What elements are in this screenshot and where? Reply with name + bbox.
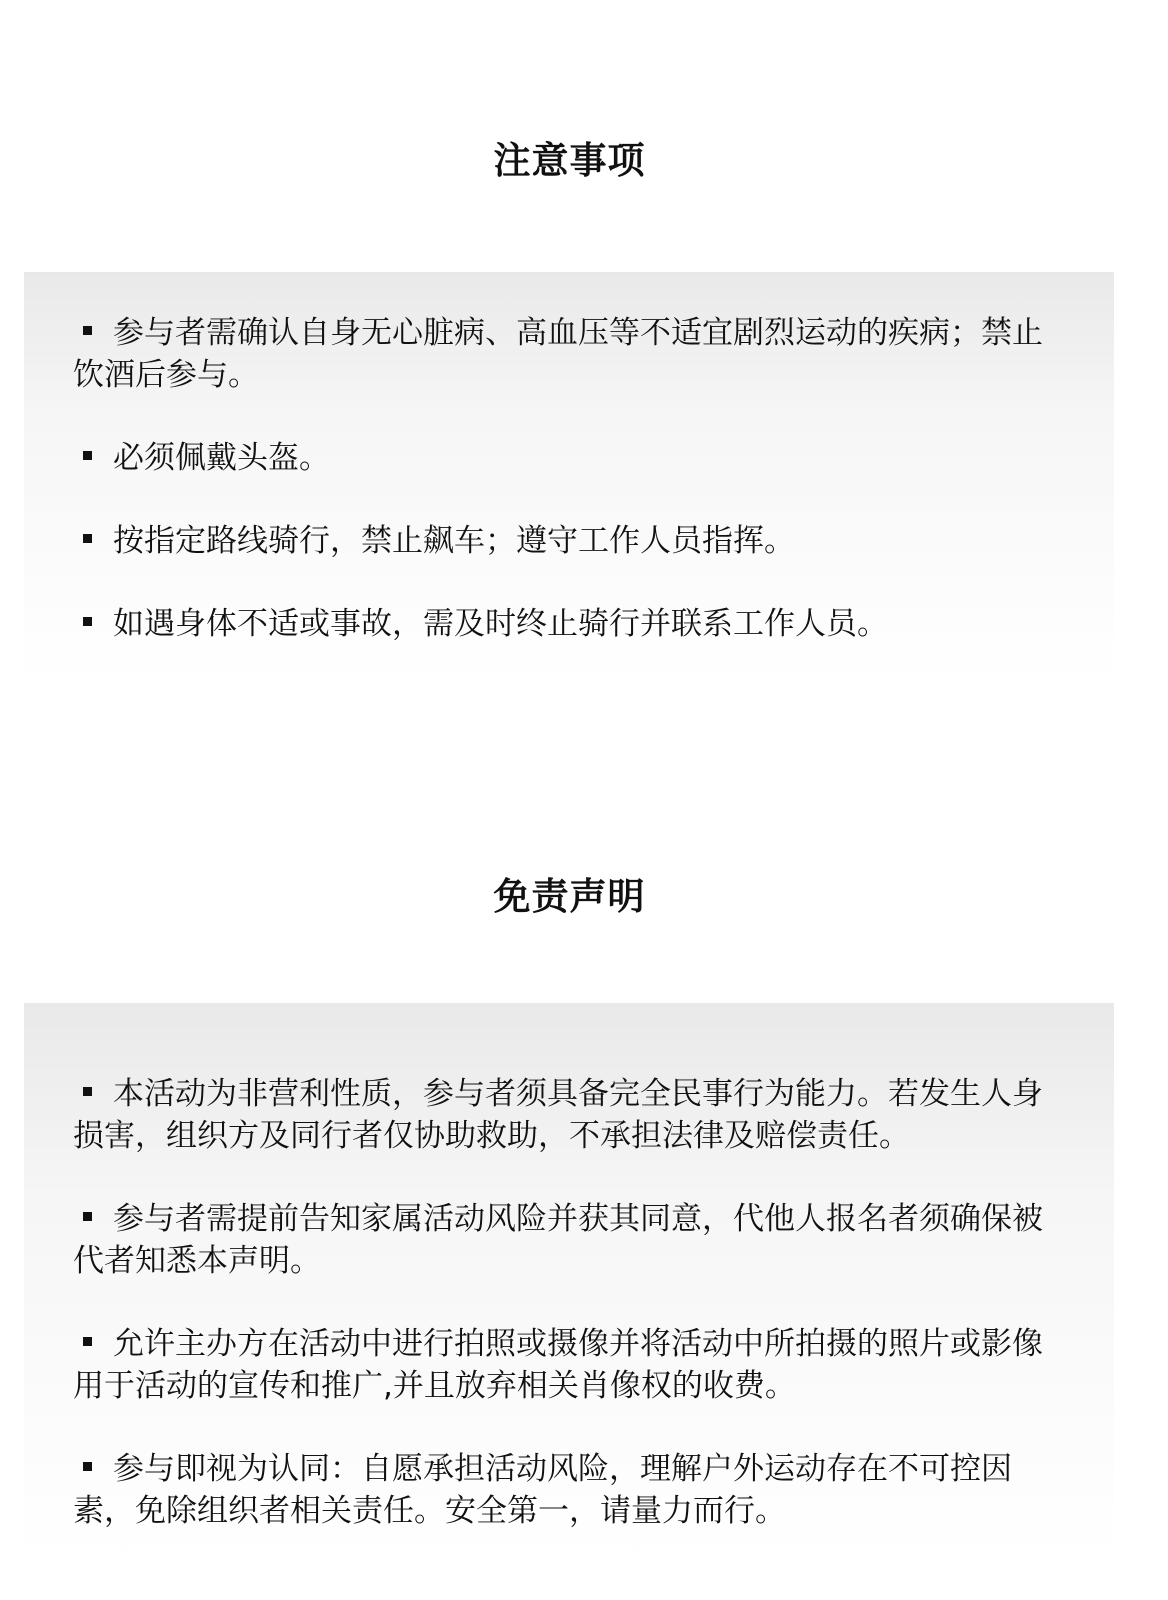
notice-item [73,603,1066,645]
disclaimer-item-text: 本活动为非营利性质，参与者须具备完全民事行为能力。若发生人身损害，组织方及同行者仅协助救助，不承担法律及赔偿责任。 [73,1076,1043,1154]
square-bullet-icon [83,1212,92,1221]
notice-item [73,520,1066,562]
notice-item-text: 按指定路线骑行，禁止飙车；遵守工作人员指挥。 [113,523,795,559]
square-bullet-icon [83,617,92,626]
disclaimer-item [73,1198,1066,1282]
notice-item-text: 必须佩戴头盔。 [113,440,330,476]
disclaimer-item-text: 参与者需提前告知家属活动风险并获其同意，代他人报名者须确保被代者知悉本声明。 [73,1201,1043,1279]
square-bullet-icon [83,1337,92,1346]
square-bullet-icon [83,1087,92,1096]
square-bullet-icon [83,326,92,335]
notice-title: 注意事项 [493,139,646,182]
notice-item [73,312,1066,396]
notice-item-text: 如遇身体不适或事故，需及时终止骑行并联系工作人员。 [113,606,888,642]
notice-panel [24,272,1114,682]
square-bullet-icon [83,534,92,543]
disclaimer-item [73,1448,1066,1532]
disclaimer-title: 免责声明 [493,875,646,918]
disclaimer-item [73,1073,1066,1157]
notice-list [24,312,1114,645]
disclaimer-item-text: 允许主办方在活动中进行拍照或摄像并将活动中所拍摄的照片或影像用于活动的宣传和推广,并且放弃相关肖像权的收费。 [73,1326,1043,1404]
notice-item [73,437,1066,479]
square-bullet-icon [83,451,92,460]
disclaimer-list [24,1073,1114,1532]
disclaimer-item [73,1323,1066,1407]
square-bullet-icon [83,1462,92,1471]
disclaimer-panel [24,1003,1114,1563]
disclaimer-item-text: 参与即视为认同：自愿承担活动风险，理解户外运动存在不可控因素，免除组织者相关责任。安全第一，请量力而行。 [73,1451,1012,1529]
notice-item-text: 参与者需确认自身无心脏病、高血压等不适宜剧烈运动的疾病；禁止饮酒后参与。 [73,315,1043,393]
